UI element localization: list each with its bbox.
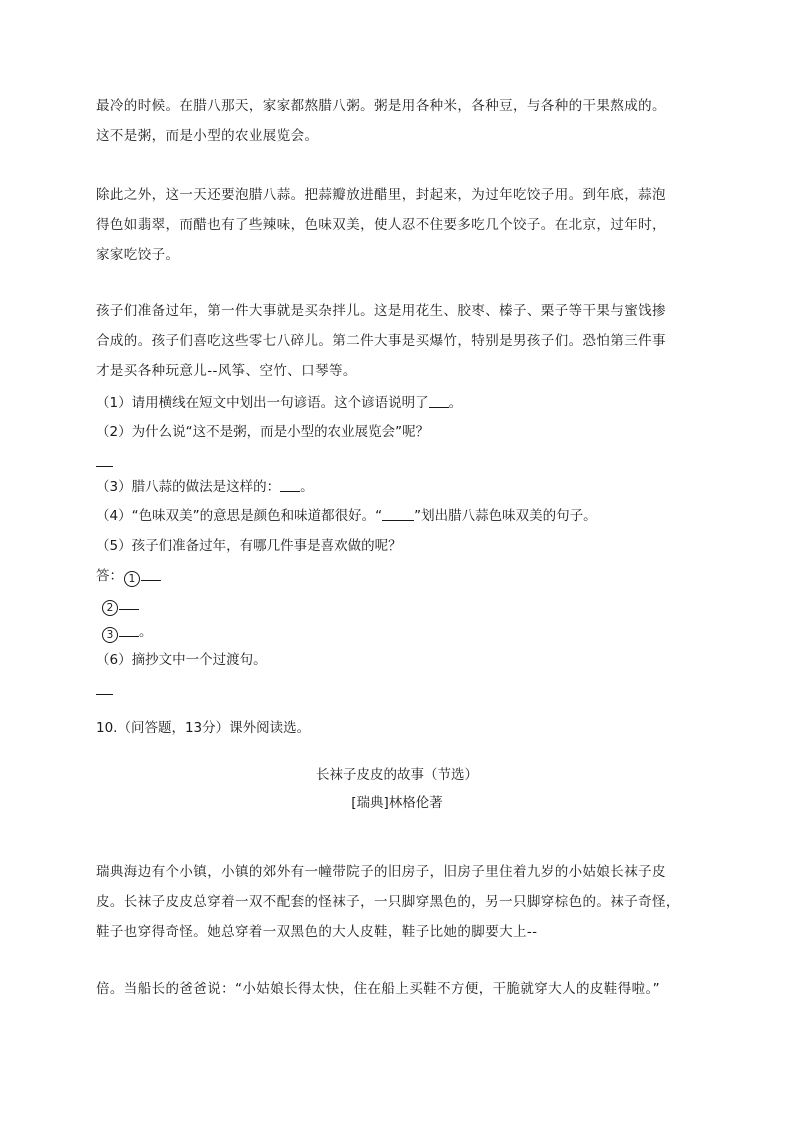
answer-line-1 [96, 566, 161, 587]
paragraph-children [96, 296, 708, 386]
question-5 [96, 536, 402, 556]
circled-number-3: 3 [102, 627, 118, 643]
question-text: （4）“色味双美”的意思是颜色和味道都很好。“ [96, 508, 383, 524]
answer-blank[interactable] [119, 596, 139, 610]
question-text: （6）摘抄文中一个过渡句。 [96, 652, 267, 668]
answer-blank[interactable] [96, 694, 113, 695]
text-line: 这不是粥，而是小型的农业展览会。 [96, 128, 319, 144]
answer-blank[interactable] [280, 478, 300, 492]
text-line: 合成的。孩子们喜吃这些零七八碎儿。第二件大事是买爆竹，特别是男孩子们。恐怕第三件事 [96, 333, 666, 349]
question-6 [96, 650, 267, 670]
paragraph-laba [96, 91, 708, 151]
question-2 [96, 422, 429, 442]
text-line: 最冷的时候。在腊八那天，家家都熬腊八粥。粥是用各种米，各种豆，与各种的干果熬成的。 [96, 98, 666, 114]
answer-blank[interactable] [141, 567, 161, 581]
text-line: 孩子们准备过年，第一件大事就是买杂拌儿。这是用花生、胶枣、榛子、栗子等干果与蜜饯掺 [96, 303, 666, 319]
question-text: 。 [448, 395, 463, 411]
question-text: （3）腊八蒜的做法是这样的： [96, 479, 281, 495]
question-text: （2）为什么说“这不是粥，而是小型的农业展览会”呢？ [96, 424, 430, 440]
question-1 [96, 393, 462, 413]
text-line: 倍。当船长的爸爸说：“小姑娘长得太快，住在船上买鞋不方便，干脆就穿大人的皮鞋得啦。” [96, 981, 661, 997]
question-text: 。 [139, 624, 153, 640]
circled-number-1: 1 [124, 571, 140, 587]
question-4 [96, 506, 597, 526]
question-10-heading: 10.（问答题，13分）课外阅读选。 [96, 720, 311, 736]
story-author: [瑞典]林格伦著 [351, 795, 443, 811]
answer-blank[interactable] [382, 507, 414, 521]
text-line: 除此之外，这一天还要泡腊八蒜。把蒜瓣放进醋里，封起来，为过年吃饺子用。到年底，蒜泡 [96, 187, 666, 203]
paragraph-pippi [96, 857, 708, 947]
question-text: 。 [300, 479, 314, 495]
answer-line-2 [101, 595, 139, 616]
text-line: 得色如翡翠，而醋也有了些辣味，色味双美，使人忍不住要多吃几个饺子。在北京，过年时， [96, 217, 666, 233]
text-line: 瑞典海边有个小镇，小镇的郊外有一幢带院子的旧房子，旧房子里住着九岁的小姑娘长袜子皮 [96, 864, 666, 880]
answer-blank[interactable] [429, 394, 449, 408]
text-line: 皮。长袜子皮皮总穿着一双不配套的怪袜子，一只脚穿黑色的，另一只脚穿棕色的。袜子奇怪， [96, 894, 680, 910]
text-line: 才是买各种玩意儿--风筝、空竹、口琴等。 [96, 363, 357, 379]
answer-blank[interactable] [96, 466, 113, 467]
text-line: 鞋子也穿得奇怪。她总穿着一双黑色的大人皮鞋，鞋子比她的脚要大上-- [96, 924, 538, 940]
answer-label: 答： [96, 568, 123, 584]
question-3 [96, 477, 314, 497]
text-line: 家家吃饺子。 [96, 247, 180, 263]
question-text: ”划出腊八蒜色味双美的句子。 [414, 508, 597, 524]
story-title: 长袜子皮皮的故事（节选） [316, 767, 478, 783]
answer-blank[interactable] [119, 623, 139, 637]
paragraph-labasuan [96, 180, 708, 270]
circled-number-2: 2 [102, 600, 118, 616]
answer-line-3 [101, 622, 153, 643]
question-text: （1）请用横线在短文中划出一句谚语。这个谚语说明了 [96, 395, 429, 411]
question-text: （5）孩子们准备过年，有哪几件事是喜欢做的呢？ [96, 538, 402, 554]
